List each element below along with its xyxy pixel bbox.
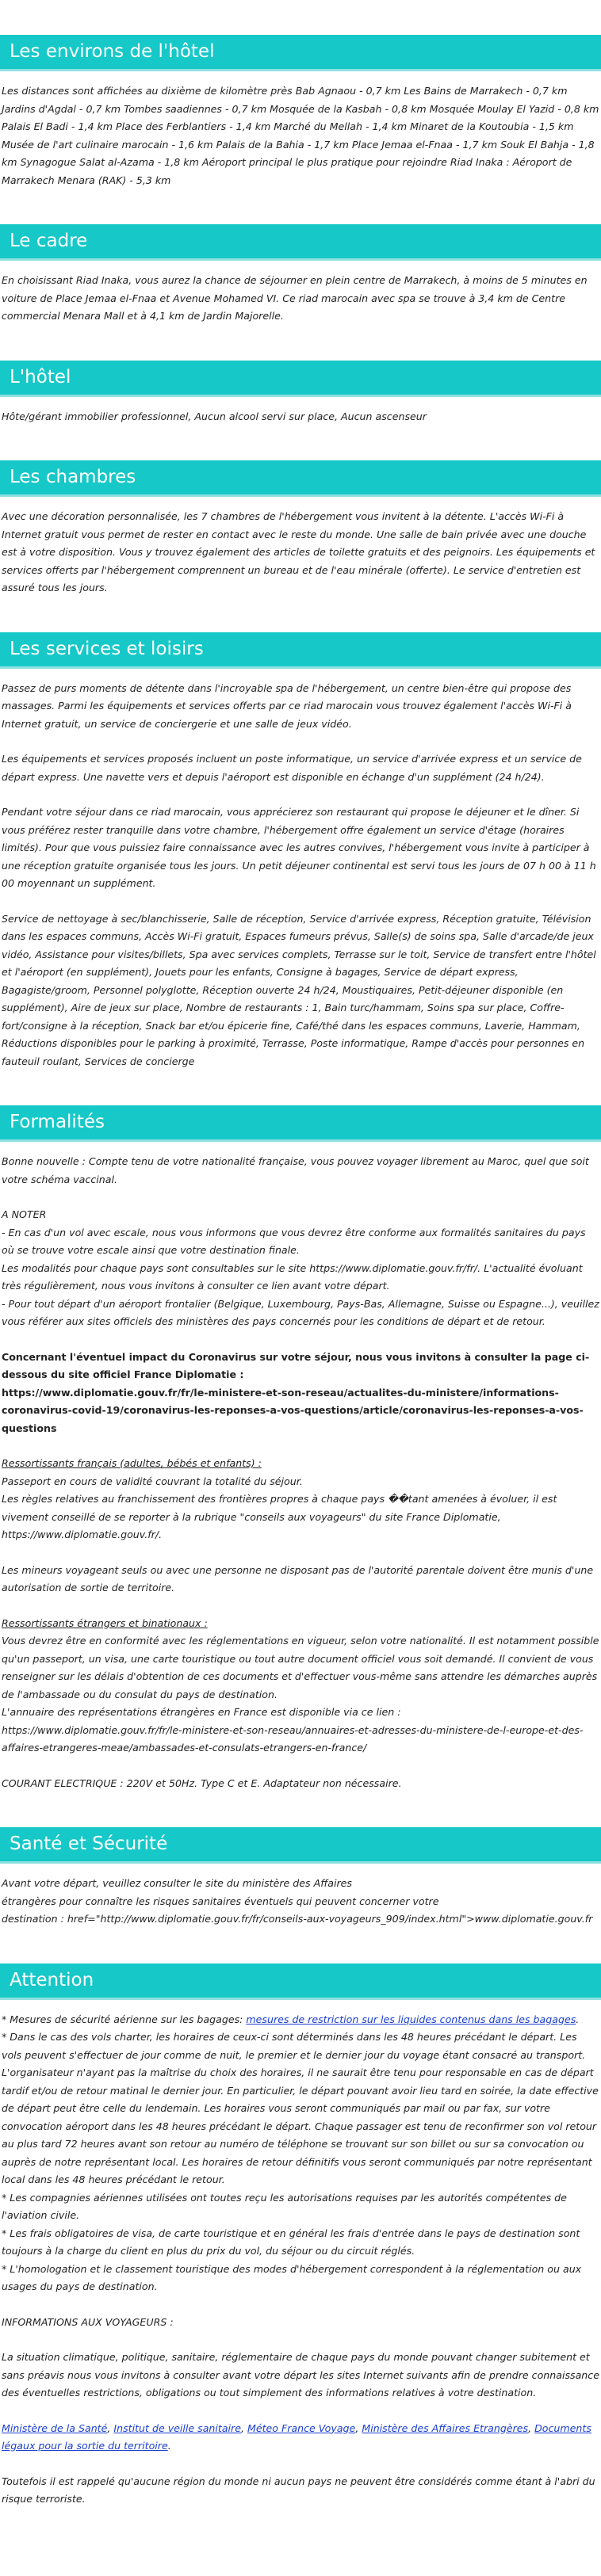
link-separator: , [240, 2421, 247, 2434]
services-text-3: Pendant votre séjour dans ce riad marocain, vous apprécierez son restaurant qui propose le déjeuner et le dîner. Si vous préférez rester tranquille dans votre chambre, l'hébergement offre également un service d'étage (horaires limités). Pour que vous puissiez faire connaissance avec les autres convives, l'hébergement vous invite à participer à une réception gratuite organisée tous les jours. Un petit déjeuner continental est servi tous les jours de 07 h 00 à 11 h 00 moyennant un supplément. [2, 806, 596, 889]
foreign-nationals-heading: Ressortissants étrangers et binationaux : [2, 1616, 208, 1629]
hotel-text: Hôte/gérant immobilier professionnel, Aucun alcool servi sur place, Aucun ascenseur [2, 410, 427, 422]
formalites-french-nationals [2, 1455, 599, 1544]
foreign-nationals-text: Vous devrez être en conformité avec les réglementations en vigueur, selon votre nationalité. Il est notamment possible qu'un passeport, un visa, une carte touristique ou tout autre document officiel vous soit demandé. Il convient de vous renseigner sur les délais d'obtention de ces documents et d'effectuer vous-même sans attendre les démarches auprès de l'ambassade ou du consulat du pays de destination. L'annuaire des représentations étrangères en France est disponible via ce lien : https://www.diplomatie.gouv.fr/fr/le-ministere-et-son-reseau/annuaires-et-adresses-du-ministere-de-l-europe-et-des-affaires-etrangeres-meae/ambassades-et-consulats-etrangers-en-france/ [2, 1635, 599, 1754]
section-environs [0, 35, 601, 189]
attention-terrorism-text: Toutefois il est rappelé qu'aucune région du monde ni aucun pays ne peuvent être considérés comme étant à l'abri du risque terroriste. [2, 2475, 595, 2505]
section-chambres [0, 460, 601, 597]
formalites-note: A NOTER - En cas d'un vol avec escale, nous vous informons que vous devrez être conforme aux formalités sanitaires du pays où se trouve votre escale ainsi que votre destination finale. Les modalités pour chaque pays sont consultables sur le site https://www.diplomatie.gouv.fr/fr/. L'actualité évoluant très régulièrement, nous vous invitons à consulter ce lien avant votre départ. - Pour tout départ d'un aéroport frontalier (Belgique, Luxembourg, Pays-Bas, Allemagne, Suisse ou Espagne...), veuillez vous référer aux sites officiels des ministères des pays concernés pour les conditions de départ et de retour. [2, 1208, 599, 1327]
link-affaires-etrangeres[interactable]: Ministère des Affaires Etrangères [362, 2421, 529, 2434]
link-separator: , [355, 2421, 362, 2434]
section-title-services: Les services et loisirs [0, 632, 601, 669]
formalites-foreign-nationals [2, 1615, 599, 1757]
services-text-2: Les équipements et services proposés incluent un poste informatique, un service d'arrivée express et un service de départ express. Une navette vers et depuis l'aéroport est disponible en échange d'un supplément (24 h/24). [2, 753, 582, 783]
section-title-chambres: Les chambres [0, 460, 601, 497]
sante-text: Avant votre départ, veuillez consulter le site du ministère des Affaires étrangères pour connaître les risques sanitaires éventuels qui peuvent concerner votre destination : href="http://www.diplomatie.gouv.fr/fr/conseils-aux-voyageurs_909/index.html">www.diplomatie.gouv.fr [2, 1877, 593, 1925]
attention-bullets [2, 2011, 599, 2029]
link-documents-legaux[interactable]: Documents légaux pour la sortie du territoire [2, 2421, 591, 2452]
section-sante [0, 1827, 601, 1929]
section-hotel [0, 361, 601, 426]
links-end: . [167, 2440, 171, 2452]
french-nationals-text: Passeport en cours de validité couvrant la totalité du séjour. Les règles relatives au franchissement des frontières propres à chaque pays ��tant amenées à évoluer, il est vivement conseillé de se reporter à la rubrique "conseils aux voyageurs" du site France Diplomatie, https://www.diplomatie.gouv.fr/. [2, 1475, 557, 1540]
link-separator: , [107, 2421, 114, 2434]
attention-luggage-end: . [576, 2013, 580, 2025]
link-veille-sanitaire[interactable]: Institut de veille sanitaire [113, 2421, 241, 2434]
services-text-1: Passez de purs moments de détente dans l'incroyable spa de l'hébergement, un centre bien-être qui propose des massages. Parmi les équipements et services offerts par ce riad marocain vous trouvez également l'accès Wi-Fi à Internet gratuit, un service de conciergerie et une salle de jeux vidéo. [2, 681, 572, 730]
attention-luggage-text: * Mesures de sécurité aérienne sur les bagages: [2, 2013, 247, 2025]
formalites-coronavirus: Concernant l'éventuel impact du Coronavirus sur votre séjour, nous vous invitons à consulter la page ci-dessous du site officiel France Diplomatie : https://www.diplomatie.gouv.fr/fr/le-ministere-et-son-reseau/actualites-du-ministere/informations-coronavirus-covid-19/coronavirus-les-reponses-a-vos-questions/article/coronavirus-les-reponses-a-vos-questions [2, 1350, 590, 1434]
link-ministere-sante[interactable]: Ministère de la Santé [2, 2421, 108, 2434]
section-services [0, 632, 601, 1071]
chambres-text: Avec une décoration personnalisée, les 7 chambres de l'hébergement vous invitent à la détente. L'accès Wi-Fi à Internet gratuit vous permet de rester en contact avec le reste du monde. Une salle de bain privée avec une douche est à votre disposition. Vous y trouvez également des articles de toilette gratuits et des peignoirs. Les équipements et services offerts par l'hébergement comprennent un bureau et de l'eau minérale (offerte). Le service d'entretien est assuré tous les jours. [2, 510, 595, 593]
section-title-hotel: L'hôtel [0, 361, 601, 397]
attention-links [2, 2420, 599, 2456]
section-title-environs: Les environs de l'hôtel [0, 35, 601, 71]
formalites-minors: Les mineurs voyageant seuls ou avec une personne ne disposant pas de l'autorité parentale doivent être munis d'une autorisation de sortie de territoire. [2, 1563, 594, 1593]
french-nationals-heading: Ressortissants français (adultes, bébés et enfants) : [2, 1457, 262, 1469]
section-formalites [0, 1105, 601, 1792]
section-cadre [0, 224, 601, 326]
services-amenities-list: Service de nettoyage à sec/blanchisserie, Salle de réception, Service d'arrivée express, Réception gratuite, Télévision dans les espaces communs, Accès Wi-Fi gratuit, Espaces fumeurs prévus, Salle(s) de soins spa, Salle d'arcade/de jeux vidéo, Assistance pour visites/billets, Spa avec services complets, Terrasse sur le toit, Service de transfert entre l'hôtel et l'aéroport (en supplément), Jouets pour les enfants, Consigne à bagages, Service de départ express, Bagagiste/groom, Personnel polyglotte, Réception ouverte 24 h/24, Moustiquaires, Petit-déjeuner disponible (en supplément), Aire de jeux sur place, Nombre de restaurants : 1, Bain turc/hammam, Soins spa sur place, Coffre-fort/consigne à la réception, Snack bar et/ou épicerie fine, Café/thé dans les espaces communs, Laverie, Hammam, Réductions disponibles pour le parking à proximité, Terrasse, Poste informatique, Rampe d'accès pour personnes en fauteuil roulant, Services de concierge [2, 912, 596, 1067]
environs-text: Les distances sont affichées au dixième de kilomètre près Bab Agnaou - 0,7 km Les Bains de Marrakech - 0,7 km Jardins d'Agdal - 0,7 km Tombes saadiennes - 0,7 km Mosquée de la Kasbah - 0,8 km Mosquée Moulay El Yazid - 0,8 km Palais El Badi - 1,4 km Place des Ferblantiers - 1,4 km Marché du Mellah - 1,4 km Minaret de la Koutoubia - 1,5 km Musée de l'art culinaire marocain - 1,6 km Palais de la Bahia - 1,7 km Place Jemaa el-Fnaa - 1,7 km Souk El Bahja - 1,8 km Synagogue Salat al-Azama - 1,8 km Aéroport principal le plus pratique pour rejoindre Riad Inaka : Aéroport de Marrakech Menara (RAK) - 5,3 km [2, 85, 599, 186]
attention-info-heading: INFORMATIONS AUX VOYAGEURS : [2, 2315, 174, 2328]
section-title-cadre: Le cadre [0, 224, 601, 261]
link-meteo-france[interactable]: Méteo France Voyage [247, 2421, 356, 2434]
formalites-intro: Bonne nouvelle : Compte tenu de votre nationalité française, vous pouvez voyager librement au Maroc, quel que soit votre schéma vaccinal. [2, 1155, 589, 1185]
attention-info-text: La situation climatique, politique, sanitaire, réglementaire de chaque pays du monde pouvant changer subitement et sans préavis nous vous invitons à consulter avant votre départ les sites Internet suivants afin de prendre connaissance des éventuelles restrictions, obligations ou tout simplement des informations relatives à votre destination. [2, 2351, 599, 2399]
formalites-electricity: COURANT ELECTRIQUE : 220V et 50Hz. Type C et E. Adaptateur non nécessaire. [2, 1776, 402, 1789]
liquids-restriction-link[interactable]: mesures de restriction sur les liquides contenus dans les bagages [246, 2013, 576, 2025]
section-title-formalites: Formalités [0, 1105, 601, 1142]
attention-charter-text: * Dans le cas des vols charter, les horaires de ceux-ci sont déterminés dans les 48 heures précédant le départ. Les vols peuvent s'effectuer de jour comme de nuit, le premier et le dernier jour du voyage étant consacré au transport. L'organisateur n'ayant pas la maîtrise du choix des horaires, il ne saurait être tenu pour responsable en cas de départ tardif et/ou de retour matinal le dernier jour. En particulier, le départ pouvant avoir lieu tard en soirée, la date effective de départ peut être celle du lendemain. Les horaires vous seront communiqués par mail ou par fax, sur votre convocation aéroport dans les 48 heures précédant le départ. Chaque passager est tenu de reconfirmer son vol retour au plus tard 72 heures avant son retour au numéro de téléphone se trouvant sur son billet ou sur sa convocation ou auprès de notre représentant local. Les horaires de retour définitifs vous seront communiqués par notre représentant local dans les 48 heures précédant le retour. * Les compagnies aériennes utilisées ont toutes reçu les autorisations requises par les autorités compétentes de l'aviation civile. * Les frais obligatoires de visa, de carte touristique et en général les frais d'entrée dans le pays de destination sont toujours à la charge du client en plus du prix du vol, du séjour ou du circuit réglés. * L'homologation et le classement touristique des modes d'hébergement correspondent à la réglementation ou aux usages du pays de destination. [2, 2031, 599, 2292]
cadre-text: En choisissant Riad Inaka, vous aurez la chance de séjourner en plein centre de Marrakech, à moins de 5 minutes en voiture de Place Jemaa el-Fnaa et Avenue Mohamed VI. Ce riad marocain avec spa se trouve à 3,4 km de Centre commercial Menara Mall et à 4,1 km de Jardin Majorelle. [2, 274, 588, 322]
section-attention [0, 1963, 601, 2509]
section-title-sante: Santé et Sécurité [0, 1827, 601, 1864]
section-title-attention: Attention [0, 1963, 601, 2000]
link-separator: , [528, 2421, 535, 2434]
